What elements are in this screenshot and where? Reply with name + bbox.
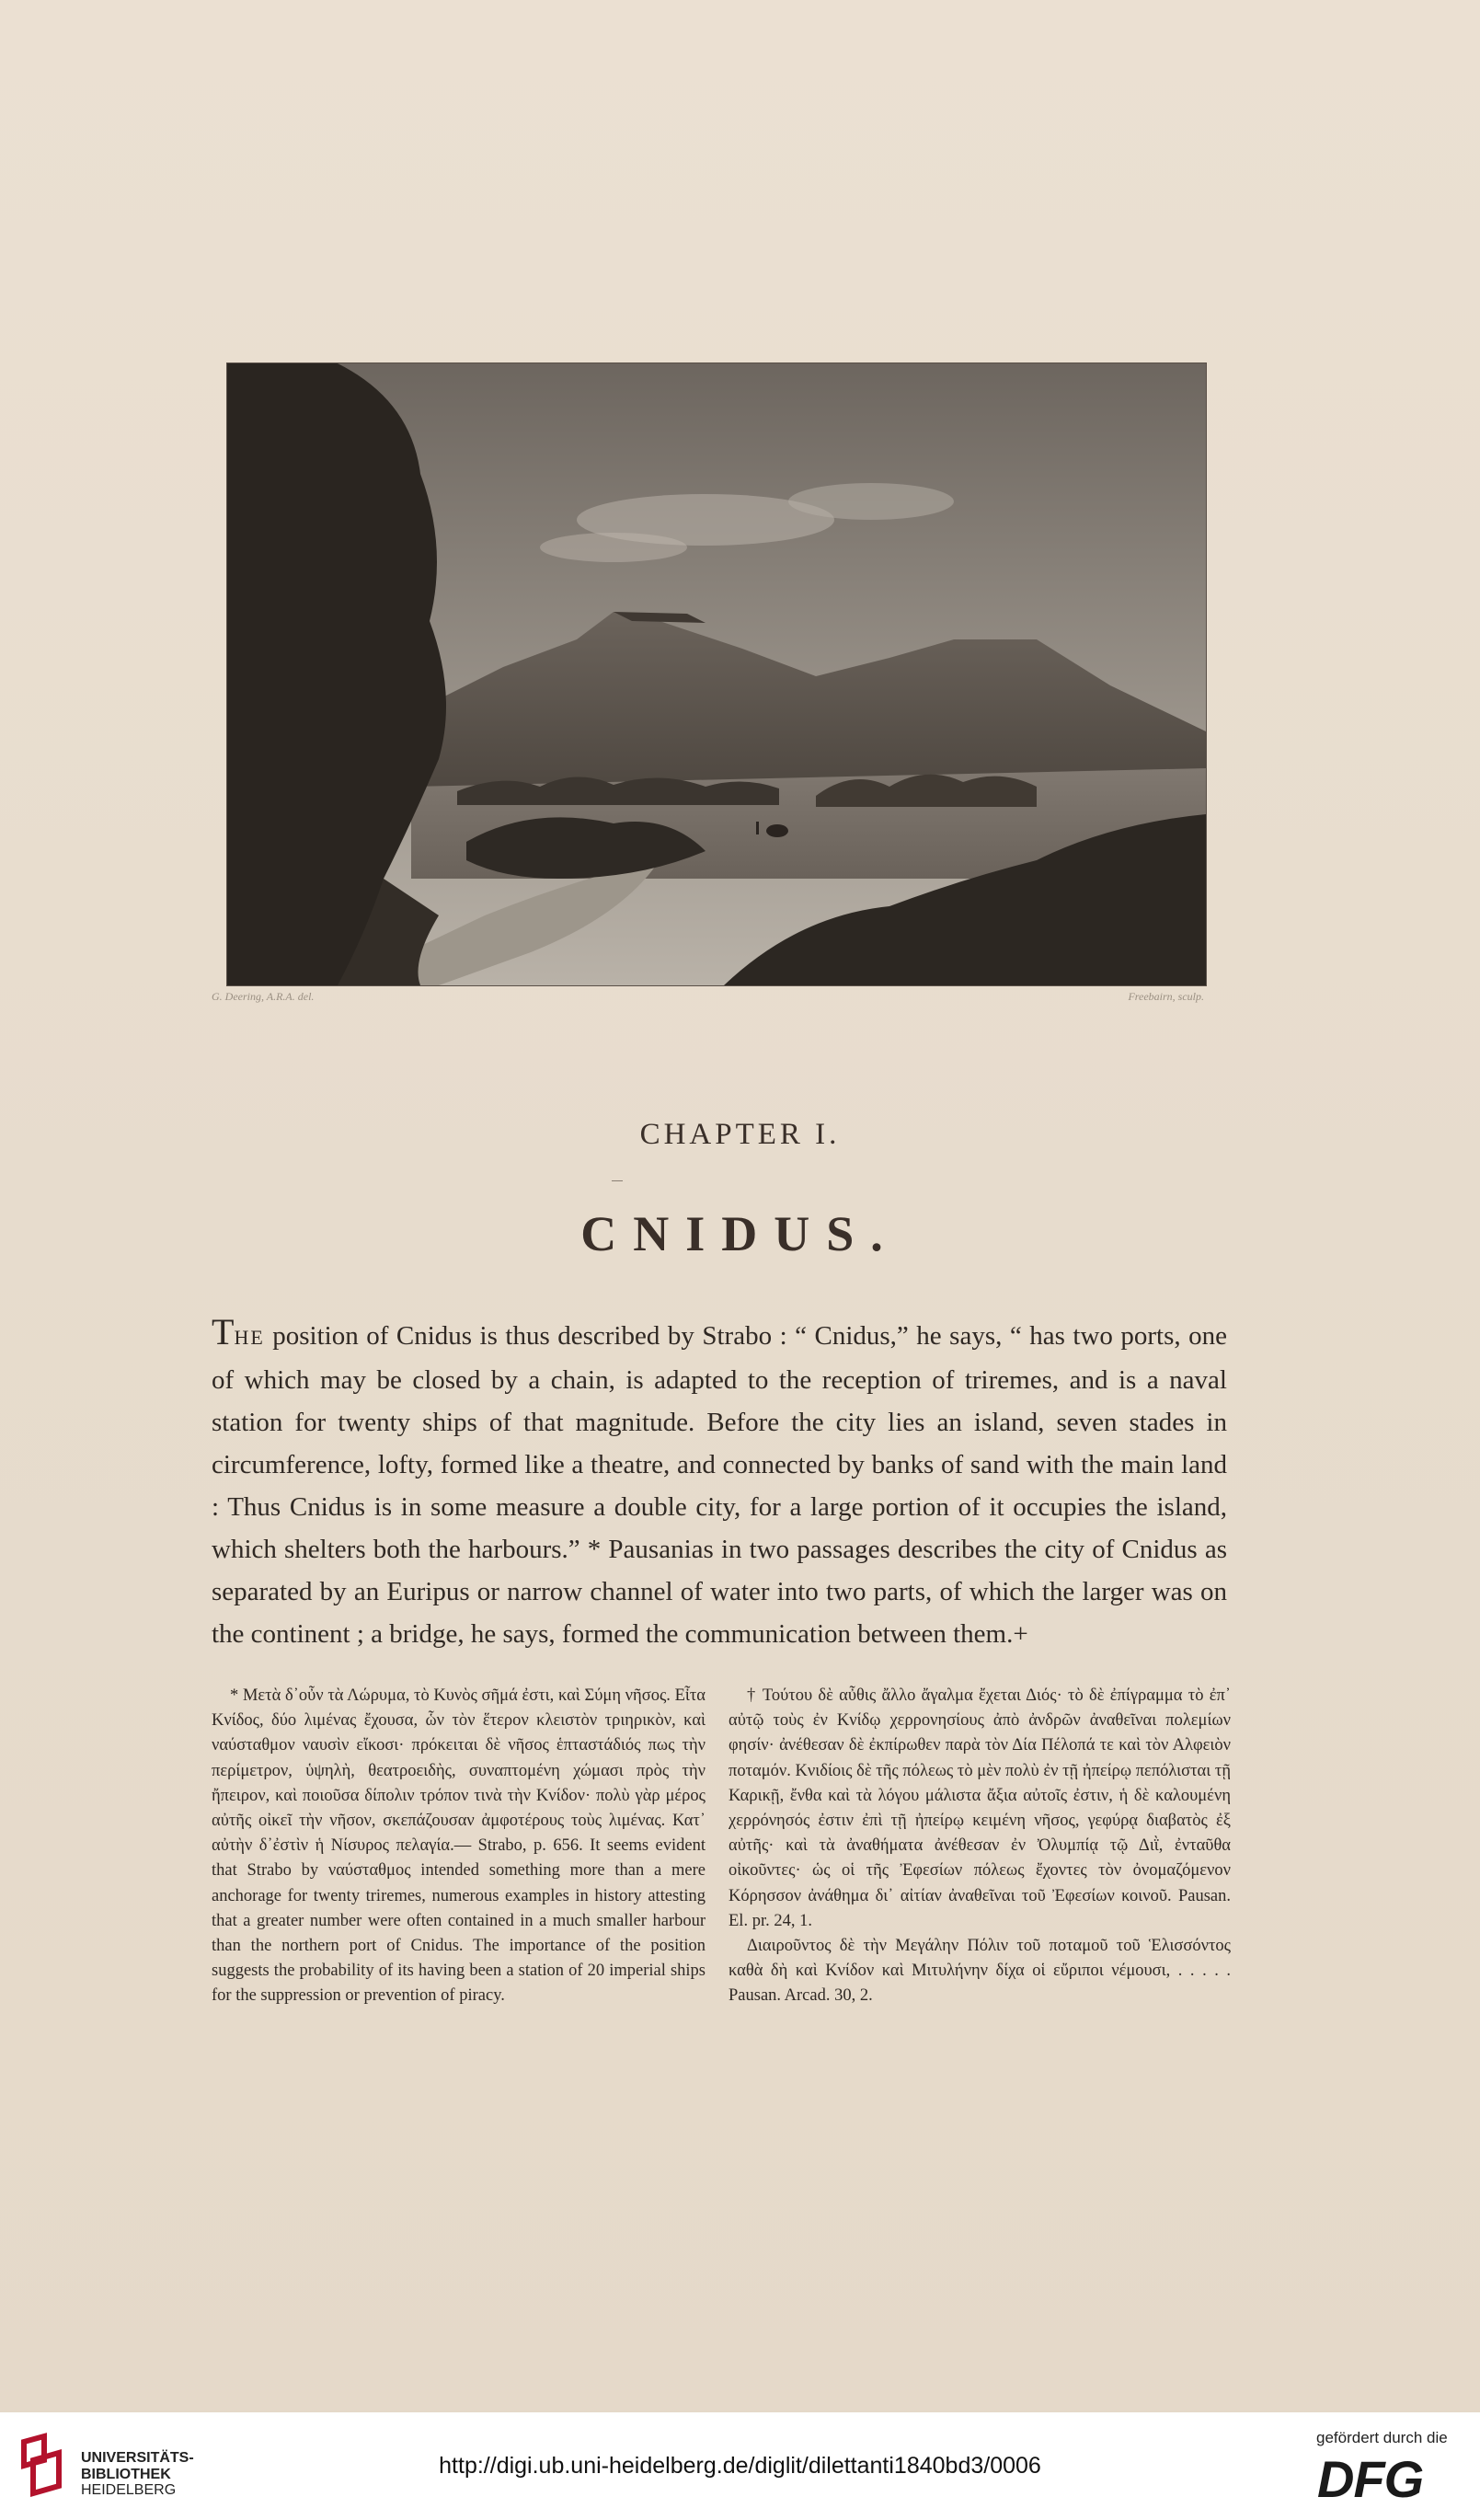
drop-cap: T (212, 1311, 235, 1352)
engraving-plate (226, 362, 1207, 986)
engraving-engraver-credit: Freebairn, sculp. (1128, 990, 1204, 1003)
university-library-name: UNIVERSITÄTS- BIBLIOTHEK HEIDELBERG (81, 2450, 194, 2498)
footnote-commentary: It seems evident that Strabo by ναύσταθμος intended something more than a mere anchorage for twenty triremes, numerous examples in history attesting that a greater number were often contained in a much smaller harbour than the northern port of Cnidus. The importance of the position suggests the probability of its having been a station of 20 imperial ships for the suppression or prevention of piracy. (212, 1836, 706, 2006)
funding-caption: gefördert durch die (1316, 2429, 1448, 2446)
footnote-column-left (212, 1684, 706, 2009)
engraving-draughtsman-credit: G. Deering, A.R.A. del. (212, 990, 315, 1003)
chapter-number: CHAPTER I. (639, 1118, 841, 1151)
footnote-greek-strabo: * Μετὰ δ᾽οὖν τὰ Λώρυμα, τὸ Κυνὸς σῆμά ἐστι, καὶ Σύμη νῆσος. Εἶτα Κνίδος, δύο λιμένας ἔχουσα, ὧν τὸν ἕτερον κλειστὸν τριηρικὸν, καὶ ναύσταθμον ναυσὶν εἴκοσι· πρόκειται δὲ νῆσος ἑπταστάδιός πως τὴν περίμετρον, ὑψηλὴ, θεατροειδὴς, συναπτομένη χώμασι πρὸς τὴν ἤπειρον, καὶ ποιοῦσα δίπολιν τρόπον τινὰ τὴν Κνίδον· πολὺ γὰρ μέρος αὐτῆς οἰκεῖ τὴν νῆσον, σκεπάζουσαν ἀμφοτέρους τοὺς λιμένας. Κατ᾽ αὐτὴν δ᾽ἐστὶν ἡ Νίσυρος πελαγία.— Strabo, p. 656. It seems evident that Strabo by ναύσταθμος intended something more than a mere anchorage for twenty triremes, numerous examples in history attesting that a greater number were often contained in a much smaller harbour than the northern port of Cnidus. The importance of the position suggests the probability of its having been a station of 20 imperial ships for the suppression or prevention of piracy. (212, 1686, 706, 2006)
permalink-url[interactable]: http://digi.ub.uni-heidelberg.de/diglit/dilettanti1840bd3/0006 (439, 2453, 1041, 2479)
body-paragraph (212, 1311, 1227, 1655)
footnote-column-right (729, 1684, 1231, 2009)
footnote-pausanias-eliaca: † Τούτου δὲ αὖθις ἄλλο ἄγαλμα ἔχεται Διός· τὸ δὲ ἐπίγραμμα τὸ ἐπ᾽ αὐτῷ τοὺς ἐν Κνίδῳ χερρονησίους ἀπὸ ἀνδρῶν ἀναθεῖναι πολεμίων φησίν· ἀνέθεσαν δὲ ἐκπίρωθεν παρὰ τὸν Δία Πέλοπά τε καὶ τὸν Αλφειὸν ποταμόν. Κνιδίοις δὲ τῆς πόλεως τὸ μὲν πολὺ ἐν τῇ ἠπείρῳ πεπόλισται τῇ Καρικῇ, ἔνθα καὶ τὰ λόγου μάλιστα ἄξια αὐτοῖς ἐστιν, ἡ δὲ καλουμένη χερρόνησός ἐστιν ἐπὶ τῇ ἠπείρῳ κειμένη νῆσος, γεφύρᾳ διαβατὸς ἐξ αὐτῆς· καὶ τὰ ἀναθήματα ἀνέθεσαν ἐν Ὀλυμπίᾳ τῷ Διῒ, ἐνταῦθα οἰκοῦντες· ὡς οἱ τῆς Ἐφεσίων πόλεως ἔχοντες τὸν ὀνομαζόμενον Κόρησσον ἀνάθημα δι᾽ αἰτίαν ἀναθεῖναι τοῦ Ἐφεσίων κοινοῦ. Pausan. El. pr. 24, 1. (729, 1686, 1231, 1930)
footnote-pausanias-arcadia: Διαιροῦντος δὲ τὴν Μεγάλην Πόλιν τοῦ ποταμοῦ τοῦ Ἑλισσόντος καθὰ δὴ καὶ Κνίδον καὶ Μιτυλήνην δίχα οἱ εὔριποι νέμουσι, . . . . . Pausan. Arcad. 30, 2. (729, 1937, 1231, 2006)
body-paragraph-text: position of Cnidus is thus described by Strabo : “ Cnidus,” he says, “ has two ports, one of which may be closed by a chain, is adapted to the reception of triremes, and is a naval station for twenty ships of that magnitude. Before the city lies an island, seven stades in circumference, lofty, formed like a theatre, and connected by banks of sand with the main land : Thus Cnidus is in some measure a double city, for a large portion of it occupies the island, which shelters both the harbours.” * Pausanias in two passages describes the city of Cnidus as separated by an Euripus or narrow channel of water into two parts, of which the larger was on the continent ; a bridge, he says, formed the communication between them.+ (212, 1321, 1227, 1649)
small-caps-lead: HE (234, 1326, 265, 1349)
dfg-logo: DFG (1317, 2450, 1424, 2508)
chapter-title: CNIDUS. (580, 1206, 900, 1261)
chapter-divider (612, 1180, 623, 1181)
landscape-engraving (227, 363, 1206, 985)
